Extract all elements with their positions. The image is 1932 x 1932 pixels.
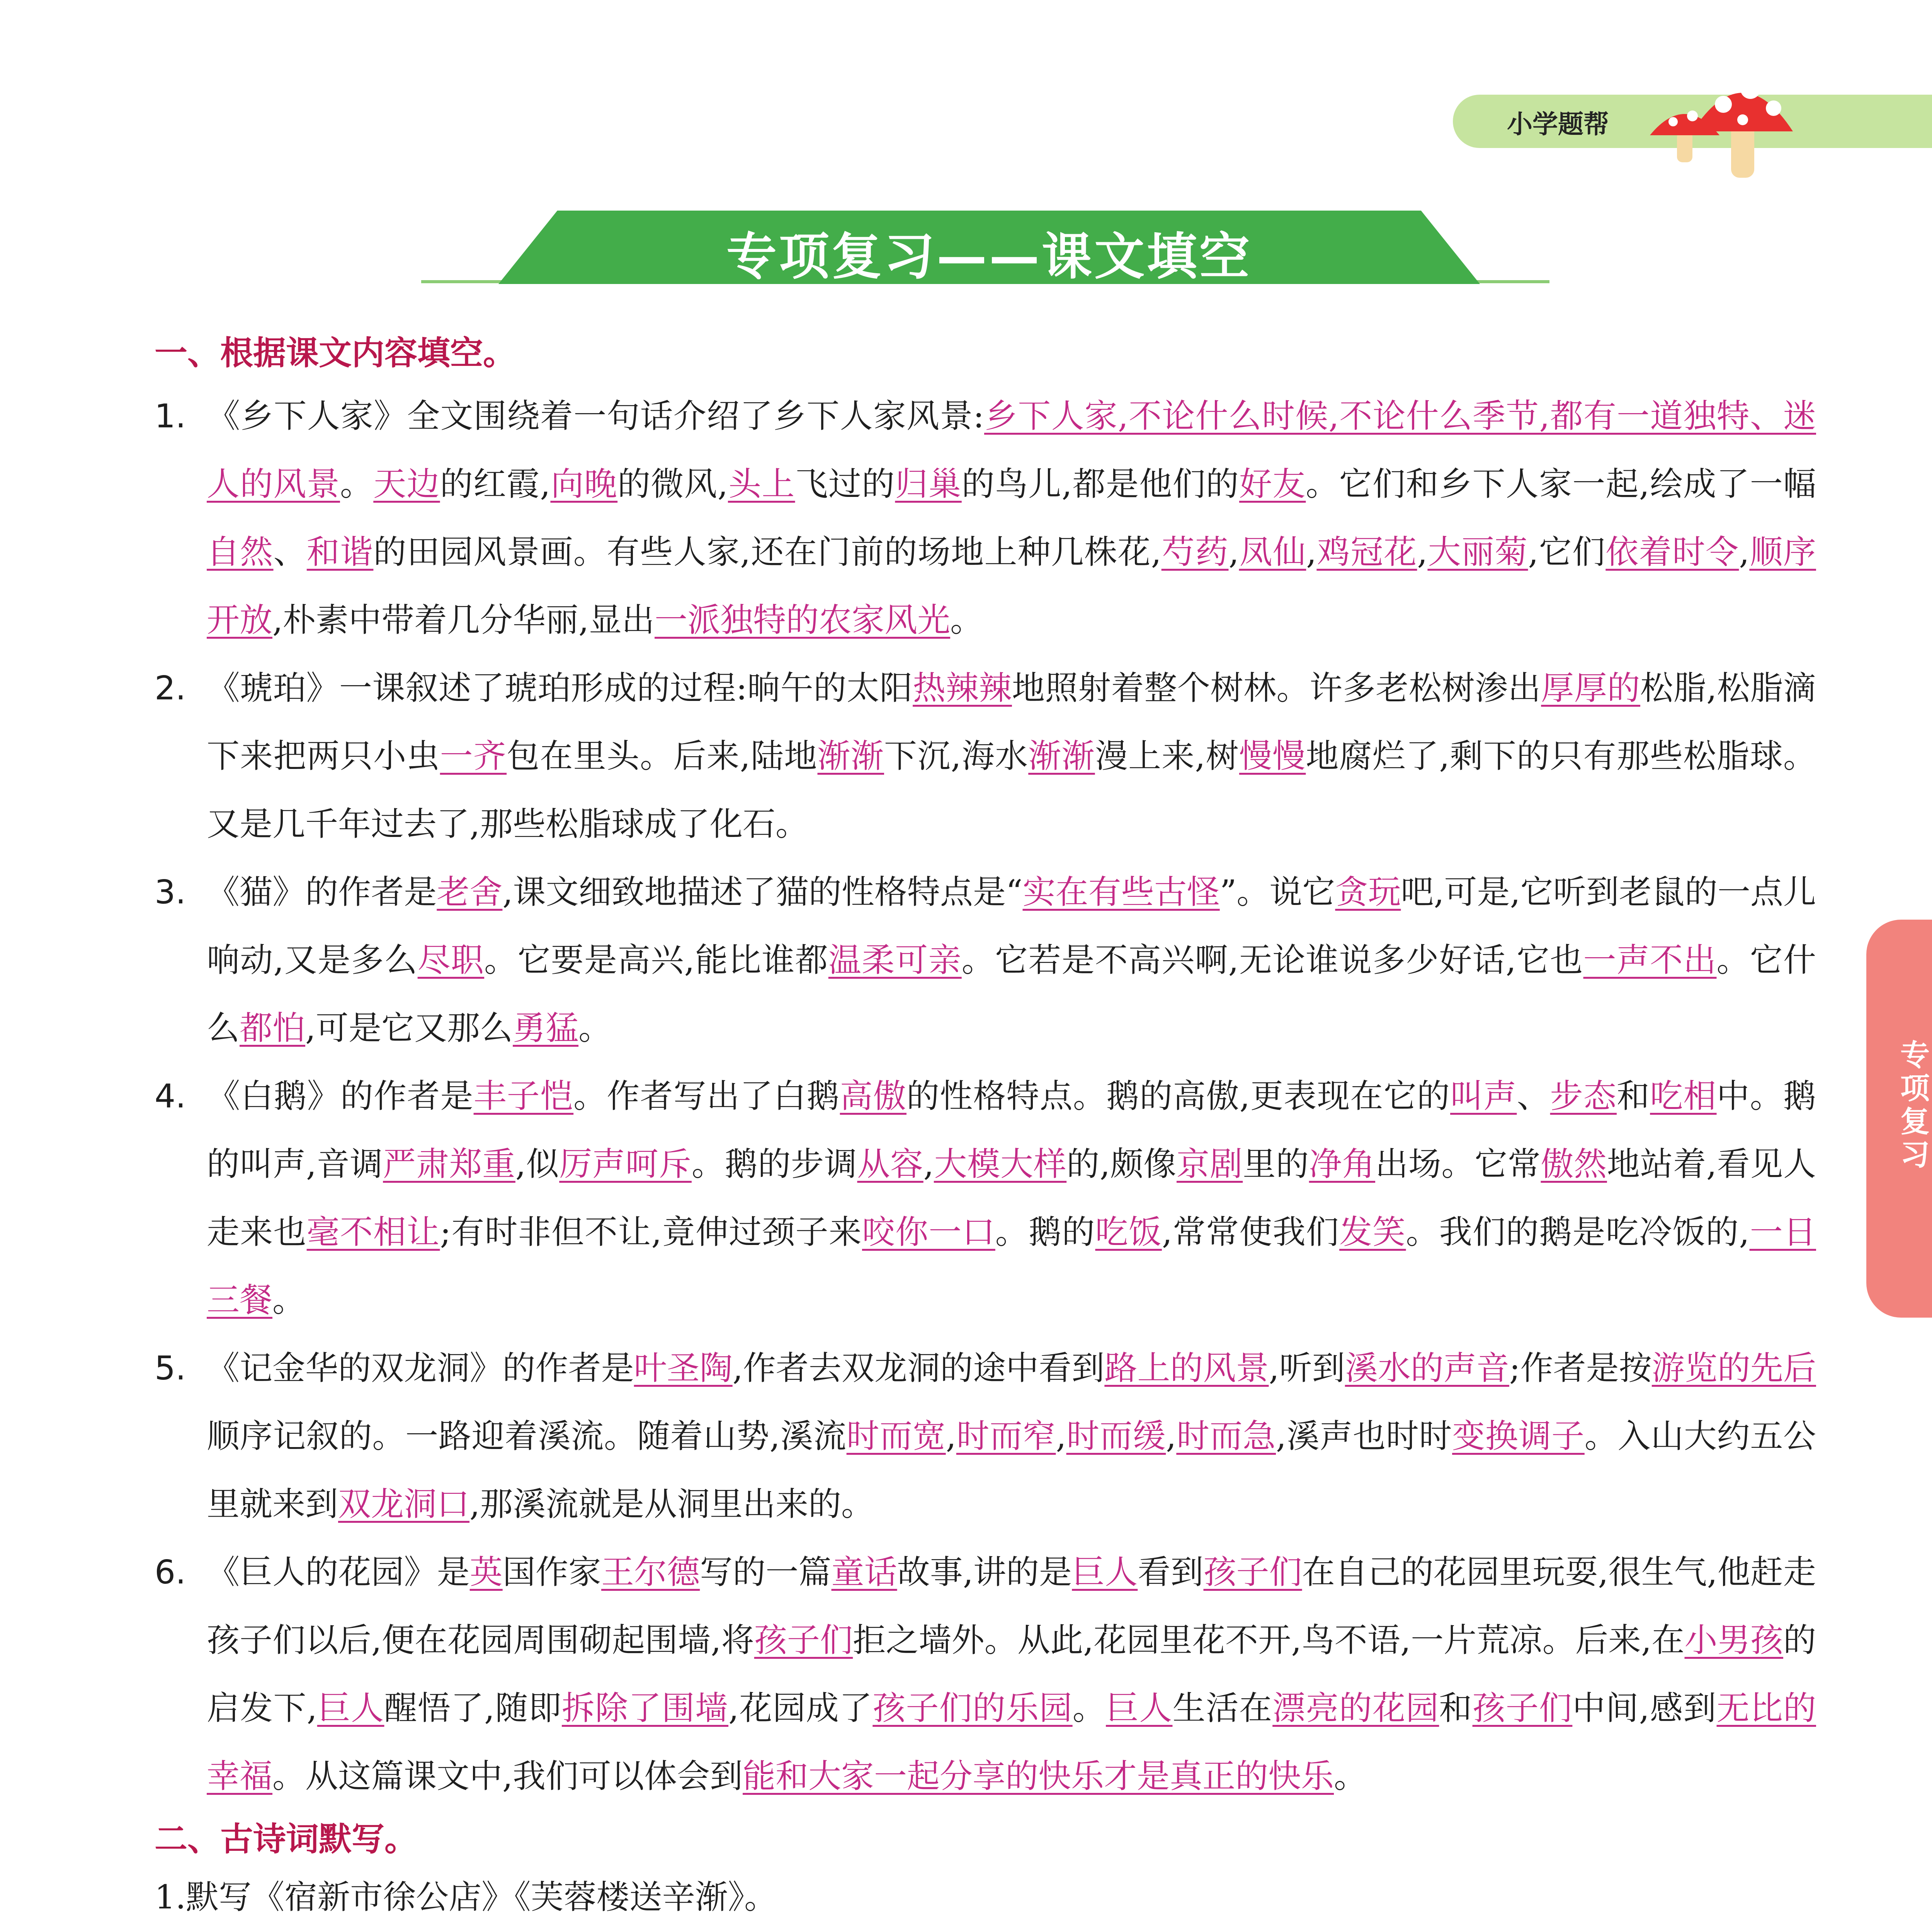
prompt-text: 漫上来,树 — [1095, 737, 1239, 776]
prompt-text: 。它们和乡下人家一起,绘成了一幅 — [1306, 465, 1816, 503]
answer-text: 归巢 — [895, 465, 962, 503]
prompt-text: 下沉,海水 — [884, 737, 1029, 776]
answer-text: 厉声呵斥 — [559, 1145, 692, 1184]
prompt-text: 的微风, — [617, 465, 728, 503]
prompt-text: 。鹅的 — [995, 1213, 1095, 1252]
answer-text: 高傲 — [840, 1077, 906, 1116]
poems — [205, 1927, 1816, 1932]
prompt-text: 和 — [1439, 1689, 1473, 1728]
prompt-text: 地照射着整个树林。许多老松树渗出 — [1012, 669, 1541, 707]
answer-text: 双龙洞口 — [338, 1485, 470, 1524]
prompt-text: 的鸟儿,都是他们的 — [961, 465, 1239, 503]
prompt-text: 顺序记叙的。一路迎着溪流。随着山势,溪流 — [207, 1417, 847, 1456]
answer-text: 一声不出 — [1583, 941, 1717, 980]
question-number: 5. — [155, 1349, 186, 1388]
answer-text: 严肃郑重 — [383, 1145, 515, 1184]
question-number: 1. — [155, 397, 186, 435]
prompt-text: 《乡下人家》全文围绕着一句话介绍了乡下人家风景: — [207, 397, 985, 435]
answer-text: 和谐 — [306, 533, 374, 571]
poem-2 — [798, 1927, 1159, 1932]
question-number: 4. — [155, 1077, 186, 1116]
question-item — [155, 383, 1816, 655]
prompt-text: 里的 — [1243, 1145, 1309, 1184]
answer-text: 时而窄 — [956, 1417, 1056, 1456]
page-title: 专项复习——课文填空 — [726, 227, 1252, 286]
prompt-text: ,课文细致地描述了猫的性格特点是“ — [502, 873, 1023, 912]
answer-text: 鸡冠花 — [1316, 533, 1417, 571]
answer-text: 大丽菊 — [1427, 533, 1528, 571]
answer-text: 自然 — [207, 533, 274, 571]
prompt-text: 。它什么 — [207, 941, 1816, 1048]
answer-text: 依着时令 — [1605, 533, 1739, 571]
prompt-text: 飞过的 — [795, 465, 895, 503]
answer-text: 芍药 — [1161, 533, 1229, 571]
prompt-text: 中。鹅的叫声,音调 — [207, 1077, 1816, 1184]
question-number: 2. — [155, 669, 186, 707]
answer-text: 咬你一口 — [862, 1213, 995, 1252]
prompt-text: , — [946, 1417, 956, 1456]
answer-text: 实在有些古怪 — [1022, 873, 1220, 912]
answer-text: 贪玩 — [1335, 873, 1401, 912]
answer-text: 头上 — [728, 465, 795, 503]
prompt-text: 的田园风景画。有些人家,还在门前的场地上种几株花, — [373, 533, 1162, 571]
question-item — [155, 1539, 1816, 1811]
prompt-text: , — [1056, 1417, 1066, 1456]
prompt-text: 地腐烂了,剩下的只有那些松脂球。又是几千年过去了,那些松脂球成了化石。 — [207, 737, 1816, 844]
prompt-text: 出场。它常 — [1375, 1145, 1541, 1184]
answer-text: 乡下人家,不论什么时候,不论什么季节,都有一道独特、迷人的风景 — [207, 397, 1816, 503]
answer-text: 都怕 — [240, 1009, 306, 1048]
question-2-1: 1.默写《宿新市徐公店》《芙蓉楼送辛渐》。 — [155, 1878, 777, 1917]
question-item — [155, 859, 1816, 1063]
answer-text: 热辣辣 — [913, 669, 1012, 707]
prompt-text: 地站着,看见人走来也 — [207, 1145, 1816, 1252]
prompt-text: 看到 — [1138, 1553, 1204, 1592]
prompt-text: 《琥珀》一课叙述了琥珀形成的过程:晌午的太阳 — [207, 669, 913, 707]
answer-text: 拆除了围墙 — [561, 1689, 729, 1728]
answer-text: 丰子恺 — [473, 1077, 574, 1116]
prompt-text: 。它若是不高兴啊,无论谁说多少好话,它也 — [961, 941, 1583, 980]
prompt-text: 。作者写出了白鹅 — [573, 1077, 840, 1116]
prompt-text: , — [1739, 533, 1750, 571]
section1-heading: 一、根据课文内容填空。 — [155, 334, 516, 372]
answer-text: 渐渐 — [1028, 737, 1095, 776]
prompt-text: , — [923, 1145, 934, 1184]
answer-text: 英 — [469, 1553, 503, 1592]
answer-text: 时而急 — [1176, 1417, 1276, 1456]
poem-1 — [205, 1927, 566, 1932]
prompt-text: , — [1228, 533, 1239, 571]
prompt-text: ,花园成了 — [728, 1689, 873, 1728]
answer-text: 净角 — [1309, 1145, 1376, 1184]
answer-text: 叶圣陶 — [634, 1349, 733, 1388]
answer-text: 温柔可亲 — [828, 941, 962, 980]
prompt-text: 。 — [578, 1009, 612, 1048]
prompt-text: ,朴素中带着几分华丽,显出 — [272, 601, 655, 639]
prompt-text: 。 — [1334, 1757, 1367, 1796]
answer-text: 毫不相让 — [306, 1213, 440, 1252]
prompt-text: 国作家 — [502, 1553, 601, 1592]
prompt-text: ,可是它又那么 — [305, 1009, 513, 1048]
prompt-text: 。从这篇课文中,我们可以体会到 — [272, 1757, 743, 1796]
question-item — [155, 655, 1816, 859]
prompt-text: 。 — [1072, 1689, 1106, 1728]
prompt-text: 写的一篇 — [700, 1553, 832, 1592]
prompt-text: ;作者是按 — [1509, 1349, 1652, 1388]
answer-text: 厚厚的 — [1541, 669, 1641, 707]
answer-text: 孩子们的乐园 — [872, 1689, 1073, 1728]
question-number: 6. — [155, 1553, 186, 1592]
answer-text: 天边 — [373, 465, 440, 503]
answer-text: 小男孩 — [1684, 1621, 1783, 1660]
answer-text: 孩子们 — [1203, 1553, 1302, 1592]
answer-text: 漂亮的花园 — [1272, 1689, 1439, 1728]
answer-text: 孩子们 — [1472, 1689, 1573, 1728]
prompt-text: 、 — [273, 533, 307, 571]
prompt-text: 。鹅的步调 — [691, 1145, 857, 1184]
prompt-text: 生活在 — [1172, 1689, 1273, 1728]
answer-text: 傲然 — [1541, 1145, 1607, 1184]
answer-text: 老舍 — [437, 873, 503, 912]
prompt-text: , — [1417, 533, 1428, 571]
worksheet-content — [155, 325, 1816, 1932]
prompt-text: 包在里头。后来,陆地 — [507, 737, 818, 776]
prompt-text: , — [1166, 1417, 1177, 1456]
prompt-text: 。 — [950, 601, 983, 639]
answer-text: 从容 — [857, 1145, 923, 1184]
prompt-text: ,作者去双龙洞的途中看到 — [732, 1349, 1105, 1388]
answer-text: 无比的幸福 — [207, 1689, 1816, 1796]
side-tab-label: 专项复习 — [1895, 1039, 1930, 1172]
answer-text: 孩子们 — [754, 1621, 853, 1660]
answer-text: 童话 — [831, 1553, 897, 1592]
prompt-text: 《猫》的作者是 — [207, 873, 437, 912]
answer-text: 吃相 — [1650, 1077, 1717, 1116]
prompt-text: ,它们 — [1528, 533, 1606, 571]
prompt-text: 的性格特点。鹅的高傲,更表现在它的 — [906, 1077, 1451, 1116]
answer-text: 勇猛 — [513, 1009, 579, 1048]
answer-text: 凤仙 — [1239, 533, 1306, 571]
answer-text: 慢慢 — [1239, 737, 1306, 776]
prompt-text: 的红霞, — [440, 465, 551, 503]
question-item — [155, 1063, 1816, 1335]
answer-text: 变换调子 — [1452, 1417, 1585, 1456]
answer-text: 京剧 — [1176, 1145, 1243, 1184]
prompt-text: ;有时非但不让,竟伸过颈子来 — [440, 1213, 862, 1252]
prompt-text: 松脂,松脂滴下来把两只小虫 — [207, 669, 1816, 776]
prompt-text: 和 — [1617, 1077, 1650, 1116]
section2-heading: 二、古诗词默写。 — [155, 1820, 418, 1859]
answer-text: 一齐 — [440, 737, 507, 776]
answer-text: 巨人 — [317, 1689, 384, 1728]
prompt-text: 、 — [1517, 1077, 1550, 1116]
prompt-text: ,听到 — [1269, 1349, 1345, 1388]
answer-text: 一派独特的农家风光 — [655, 601, 951, 639]
question-number: 3. — [155, 873, 186, 912]
answer-text: 路上的风景 — [1104, 1349, 1269, 1388]
prompt-text: 。我们的鹅是吃冷饭的, — [1406, 1213, 1750, 1252]
answer-text: 大模大样 — [934, 1145, 1067, 1184]
prompt-text: 。它要是高兴,能比谁都 — [484, 941, 828, 980]
prompt-text: 。入山大约五公里就来到 — [207, 1417, 1816, 1524]
prompt-text: ,那溪流就是从洞里出来的。 — [469, 1485, 874, 1524]
mushroom-icon — [1634, 58, 1797, 182]
answer-text: 叫声 — [1450, 1077, 1517, 1116]
prompt-text: ,常常使我们 — [1162, 1213, 1340, 1252]
answer-text: 时而宽 — [846, 1417, 946, 1456]
answer-text: 尽职 — [417, 941, 485, 980]
prompt-text: 故事,讲的是 — [897, 1553, 1072, 1592]
answer-text: 发笑 — [1339, 1213, 1406, 1252]
answer-text: 步态 — [1550, 1077, 1617, 1116]
prompt-text: 吧,可是,它听到老鼠的一点儿响动,又是多么 — [207, 873, 1816, 980]
brand-label: 小学题帮 — [1507, 109, 1609, 139]
prompt-text: ”。说它 — [1219, 873, 1335, 912]
answer-text: 一日三餐 — [207, 1213, 1816, 1320]
answer-text: 巨人 — [1105, 1689, 1173, 1728]
answer-text: 渐渐 — [817, 737, 884, 776]
prompt-text: 拒之墙外。从此,花园里花不开,鸟不语,一片荒凉。后来,在 — [853, 1621, 1685, 1660]
answer-text: 王尔德 — [601, 1553, 700, 1592]
answer-text: 游览的先后 — [1651, 1349, 1816, 1388]
answer-text: 溪水的声音 — [1345, 1349, 1509, 1388]
prompt-text: ,似 — [515, 1145, 560, 1184]
prompt-text: 。 — [272, 1281, 306, 1320]
question-item — [155, 1335, 1816, 1539]
answer-text: 时而缓 — [1066, 1417, 1166, 1456]
answer-text: 吃饭 — [1095, 1213, 1162, 1252]
prompt-text: , — [1306, 533, 1317, 571]
prompt-text: 醒悟了,随即 — [384, 1689, 562, 1728]
prompt-text: 《记金华的双龙洞》的作者是 — [207, 1349, 634, 1388]
answer-text: 好友 — [1239, 465, 1306, 503]
answer-text: 顺序开放 — [207, 533, 1816, 639]
prompt-text: 《白鹅》的作者是 — [207, 1077, 474, 1116]
section1-items — [155, 383, 1816, 1811]
prompt-text: 。 — [340, 465, 374, 503]
prompt-text: 在自己的花园里玩耍,很生气,他赶走孩子们以后,便在花园周围砌起围墙,将 — [207, 1553, 1816, 1660]
prompt-text: 中间,感到 — [1572, 1689, 1717, 1728]
answer-text: 巨人 — [1072, 1553, 1138, 1592]
answer-text: 向晚 — [550, 465, 618, 503]
answer-text: 能和大家一起分享的快乐才是真正的快乐 — [743, 1757, 1334, 1796]
prompt-text: ,溪声也时时 — [1276, 1417, 1452, 1456]
prompt-text: 《巨人的花园》是 — [207, 1553, 470, 1592]
prompt-text: 的启发下, — [207, 1621, 1816, 1728]
prompt-text: 的,颇像 — [1066, 1145, 1177, 1184]
